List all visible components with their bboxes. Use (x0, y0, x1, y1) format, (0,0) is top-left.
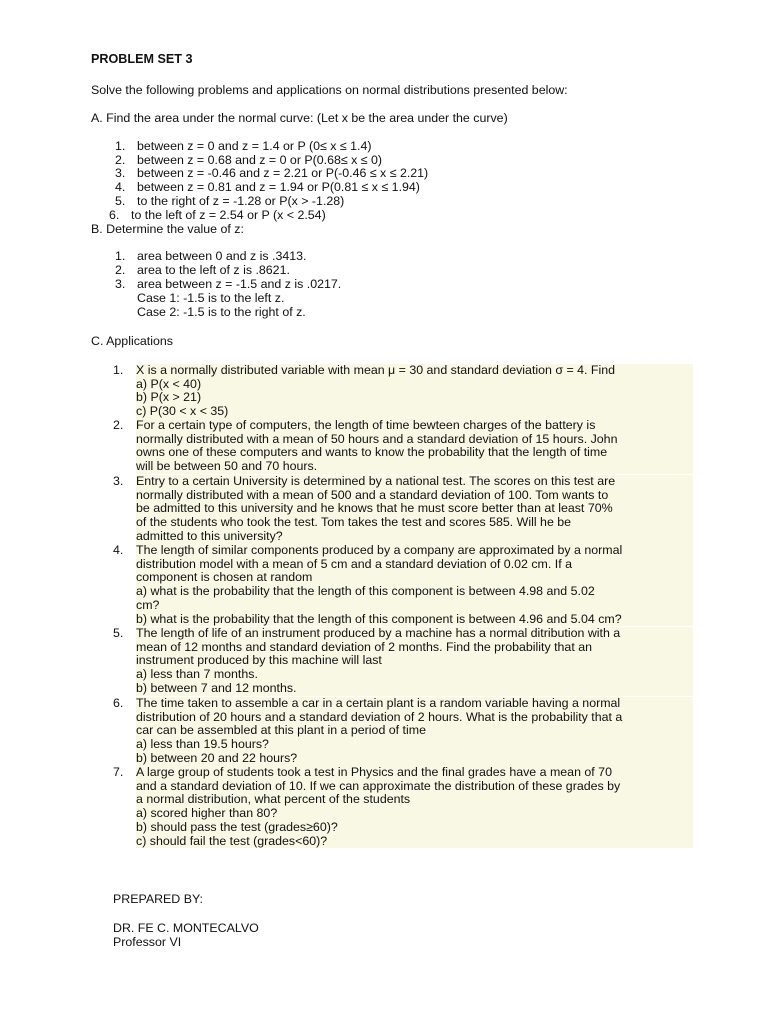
item-line: The time taken to assemble a car in a certain plant is a random variable having a normal (136, 697, 693, 711)
item-line: a) scored higher than 80? (136, 807, 693, 821)
item-line: b) between 7 and 12 months. (136, 682, 693, 696)
item-line: b) should pass the test (grades≥60)? (136, 821, 693, 835)
item-line: a) P(x < 40) (136, 378, 693, 392)
application-item (113, 766, 693, 848)
item-line: car can be assembled at this plant in a period of time (136, 724, 693, 738)
section-a-heading: A. Find the area under the normal curve: (Let x be the area under the curve) (91, 111, 508, 125)
section-a-item: 2. between z = 0.68 and z = 0 or P(0.68≤ x ≤ 0) (115, 153, 383, 167)
item-line: instrument produced by this machine will last (136, 654, 693, 668)
item-line: The length of life of an instrument produced by a machine has a normal ditribution with a (136, 627, 693, 641)
application-item (113, 627, 693, 696)
item-line: normally distributed with a mean of 500 and a standard deviation of 100. Tom wants to (136, 489, 693, 503)
item-line: distribution model with a mean of 5 cm and a standard deviation of 0.02 cm. If a (136, 558, 693, 572)
prepared-by-label: PREPARED BY: (113, 892, 203, 906)
section-a-item: 4. between z = 0.81 and z = 1.94 or P(0.81 ≤ x ≤ 1.94) (115, 180, 420, 194)
item-line: The length of similar components produced by a company are approximated by a normal (136, 544, 693, 558)
item-line: X is a normally distributed variable with mean μ = 30 and standard deviation σ = 4. Find (136, 364, 693, 378)
application-item (113, 475, 693, 544)
application-item (113, 544, 693, 626)
item-line: be admitted to this university and he knows that he must score better than at least 70% (136, 502, 693, 516)
document-title: PROBLEM SET 3 (91, 52, 193, 66)
section-b-item: 3. area between z = -1.5 and z is .0217. (115, 277, 342, 291)
section-b-case: Case 2: -1.5 is to the right of z. (137, 305, 306, 319)
author-name: DR. FE C. MONTECALVO (113, 921, 259, 935)
section-a-item: 1. between z = 0 and z = 1.4 or P (0≤ x ≤ 1.4) (115, 139, 372, 153)
intro-text: Solve the following problems and applications on normal distributions presented below: (91, 83, 568, 97)
application-item (113, 697, 693, 766)
item-line: will be between 50 and 70 hours. (136, 460, 693, 474)
item-line: a) less than 19.5 hours? (136, 738, 693, 752)
author-position: Professor VI (113, 935, 182, 949)
application-item (113, 419, 693, 474)
item-line: admitted to this university? (136, 530, 693, 544)
item-number: 3. (113, 474, 124, 488)
section-c-heading: C. Applications (91, 334, 173, 348)
item-line: a normal distribution, what percent of the students (136, 793, 693, 807)
item-number: 5. (113, 626, 124, 640)
item-line: For a certain type of computers, the length of time bewteen charges of the battery is (136, 419, 693, 433)
item-line: owns one of these computers and wants to know the probability that the length of time (136, 446, 693, 460)
item-line: mean of 12 months and standard deviation of 2 months. Find the probability that an (136, 641, 693, 655)
item-line: of the students who took the test. Tom takes the test and scores 585. Will he be (136, 516, 693, 530)
section-a-item: 6. to the left of z = 2.54 or P (x < 2.54) (109, 208, 326, 222)
item-line: c) P(30 < x < 35) (136, 405, 693, 419)
item-line: a) what is the probability that the length of this component is between 4.98 and 5.02 (136, 585, 693, 599)
section-b-case: Case 1: -1.5 is to the left z. (137, 291, 285, 305)
item-number: 4. (113, 543, 124, 557)
item-line: a) less than 7 months. (136, 668, 693, 682)
section-b-heading: B. Determine the value of z: (91, 222, 244, 236)
section-a-item: 5. to the right of z = -1.28 or P(x > -1.28) (115, 194, 345, 208)
item-line: b) what is the probability that the length of this component is between 4.96 and 5.04 cm? (136, 613, 693, 627)
item-number: 1. (113, 363, 124, 377)
application-item (113, 364, 693, 419)
section-a-item: 3. between z = -0.46 and z = 2.21 or P(-0.46 ≤ x ≤ 2.21) (115, 166, 429, 180)
item-number: 6. (113, 696, 124, 710)
item-line: b) P(x > 21) (136, 391, 693, 405)
item-line: Entry to a certain University is determined by a national test. The scores on this test are (136, 475, 693, 489)
item-line: component is chosen at random (136, 571, 693, 585)
item-line: b) between 20 and 22 hours? (136, 752, 693, 766)
item-line: and a standard deviation of 10. If we can approximate the distribution of these grades by (136, 780, 693, 794)
item-line: distribution of 20 hours and a standard deviation of 2 hours. What is the probability that a (136, 711, 693, 725)
item-line: normally distributed with a mean of 50 hours and a standard deviation of 15 hours. John (136, 433, 693, 447)
item-number: 2. (113, 418, 124, 432)
section-b-item: 2. area to the left of z is .8621. (115, 263, 290, 277)
item-line: cm? (136, 599, 693, 613)
item-line: c) should fail the test (grades<60)? (136, 835, 693, 849)
item-number: 7. (113, 765, 124, 779)
item-line: A large group of students took a test in Physics and the final grades have a mean of 70 (136, 766, 693, 780)
section-b-item: 1. area between 0 and z is .3413. (115, 249, 307, 263)
